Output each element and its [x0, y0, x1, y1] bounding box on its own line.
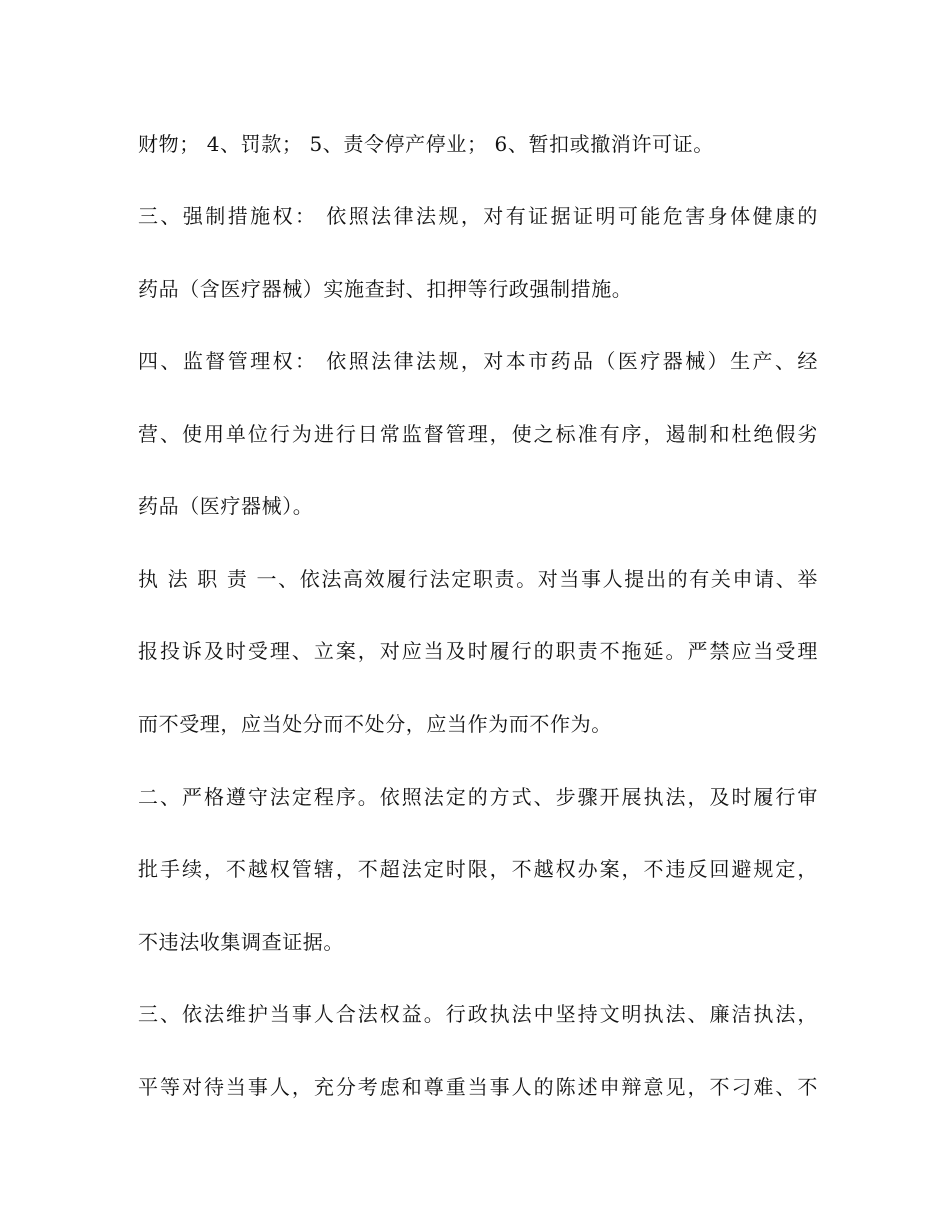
text-line-7: 执 法 职 责 一、依法高效履行法定职责。对当事人提出的有关申请、举 [138, 567, 818, 591]
text-line-12: 不违法收集调查证据。 [138, 930, 344, 954]
text-line-13: 三、依法维护当事人合法权益。行政执法中坚持文明执法、廉洁执法， [138, 1002, 818, 1026]
text-line-1: 财物； 4、罚款； 5、责令停产停业； 6、暂扣或撤消许可证。 [138, 132, 714, 156]
text-line-3: 药品（含医疗器械）实施查封、扣押等行政强制措施。 [138, 277, 633, 301]
text-line-5: 营、使用单位行为进行日常监督管理，使之标准有序，遏制和杜绝假劣 [138, 422, 818, 446]
text-line-6: 药品（医疗器械）。 [138, 494, 314, 518]
text-line-10: 二、严格遵守法定程序。依照法定的方式、步骤开展执法，及时履行审 [138, 785, 818, 809]
text-line-2: 三、强制措施权： 依照法律法规，对有证据证明可能危害身体健康的 [138, 204, 818, 228]
text-line-11: 批手续，不越权管辖，不超法定时限，不越权办案，不违反回避规定， [138, 857, 818, 881]
text-line-4: 四、监督管理权： 依照法律法规，对本市药品（医疗器械）生产、经 [138, 349, 818, 373]
text-line-14: 平等对待当事人，充分考虑和尊重当事人的陈述申辩意见，不刁难、不 [138, 1075, 818, 1099]
text-line-8: 报投诉及时受理、立案，对应当及时履行的职责不拖延。严禁应当受理 [138, 639, 818, 663]
text-line-9: 而不受理，应当处分而不处分，应当作为而不作为。 [138, 712, 612, 736]
